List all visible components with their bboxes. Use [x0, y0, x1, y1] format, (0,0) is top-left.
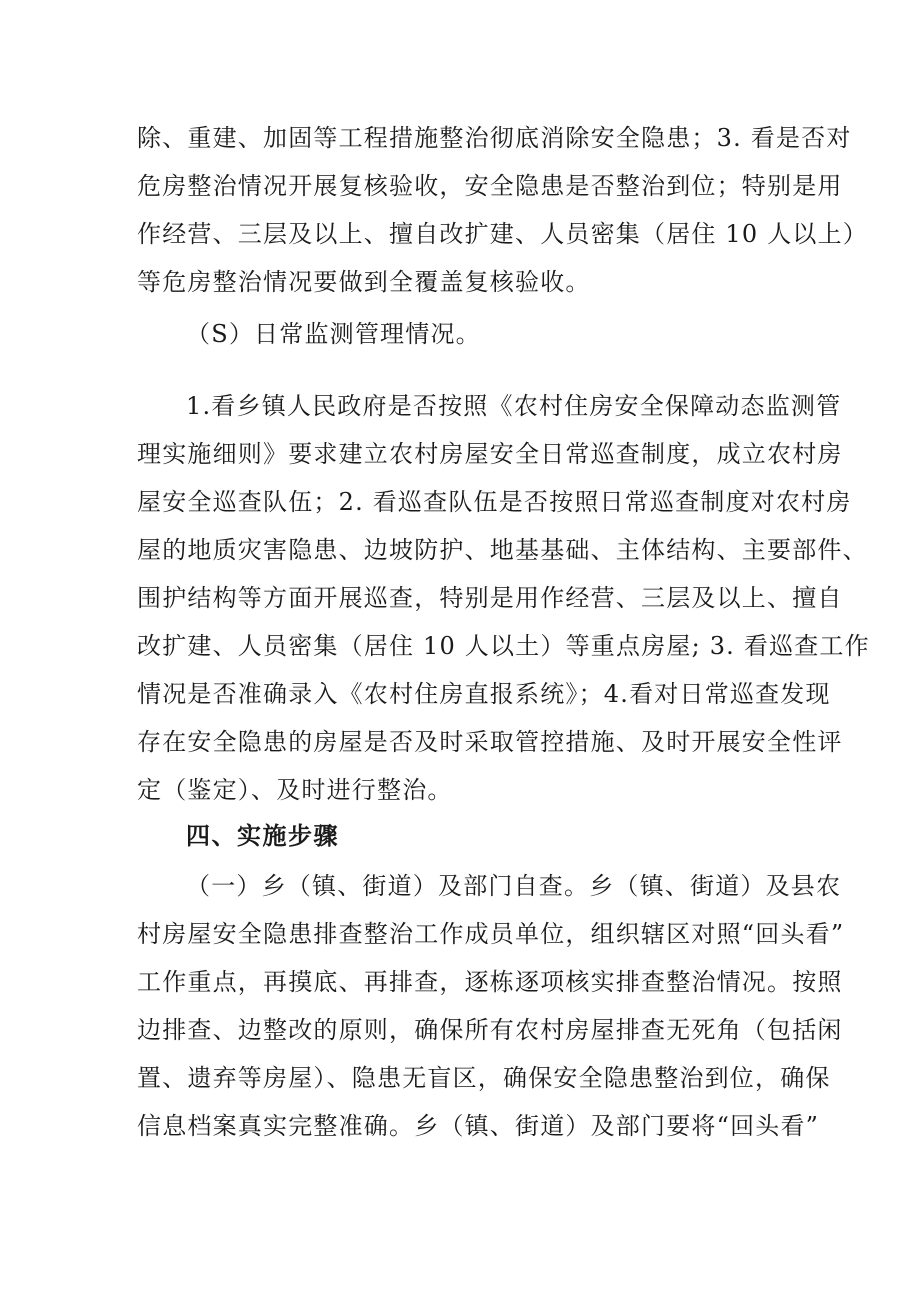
paragraph-line: 村房屋安全隐患排查整治工作成员单位，组织辖区对照“回头看”: [137, 920, 845, 948]
paragraph-line: 屋安全巡查队伍；2. 看巡查队伍是否按照日常巡查制度对农村房: [137, 488, 852, 516]
paragraph-line: 改扩建、人员密集（居住 10 人以土）等重点房屋; 3. 看巡查工作: [137, 632, 870, 660]
subsection-title: （S）日常监测管理情况。: [186, 320, 481, 348]
paragraph-line: （一）乡（镇、街道）及部门自查。乡（镇、街道）及县农: [186, 872, 842, 900]
paragraph-line: 除、重建、加固等工程措施整治彻底消除安全隐患；3. 看是否对: [137, 124, 852, 152]
section-heading: 四、实施步骤: [186, 822, 339, 850]
paragraph-line: 存在安全隐患的房屋是否及时采取管控措施、及时开展安全性评: [137, 728, 843, 756]
paragraph-line: 危房整治情况开展复核验收，安全隐患是否整治到位；特别是用: [137, 172, 843, 200]
paragraph-line: 置、遗弃等房屋）、隐患无盲区，确保安全隐患整治到位，确保: [137, 1064, 831, 1092]
paragraph-line: 工作重点，再摸底、再排查，逐栋逐项核实排查整治情况。按照: [137, 968, 843, 996]
paragraph-line: 边排查、边整改的原则，确保所有农村房屋排查无死角（包括闲: [137, 1016, 843, 1044]
paragraph-line: 情况是否准确录入《农村住房直报系统》；4.看对日常巡查发现: [137, 680, 831, 708]
paragraph-line: 信息档案真实完整准确。乡（镇、街道）及部门要将“回头看”: [137, 1112, 820, 1140]
paragraph-line: 屋的地质灾害隐患、边坡防护、地基基础、主体结构、主要部件、: [137, 536, 868, 564]
paragraph-line: 定（鉴定）、及时进行整治。: [137, 776, 453, 804]
paragraph-line: 作经营、三层及以上、擅自改扩建、人员密集（居住 10 人以上）: [137, 220, 868, 248]
paragraph-line: 围护结构等方面开展巡查，特别是用作经营、三层及以上、擅自: [137, 584, 843, 612]
paragraph-line: 等危房整治情况要做到全覆盖复核验收。: [137, 268, 591, 296]
paragraph-line: 理实施细则》要求建立农村房屋安全日常巡查制度，成立农村房: [137, 440, 843, 468]
paragraph-line: 1.看乡镇人民政府是否按照《农村住房安全保障动态监测管: [186, 392, 842, 420]
